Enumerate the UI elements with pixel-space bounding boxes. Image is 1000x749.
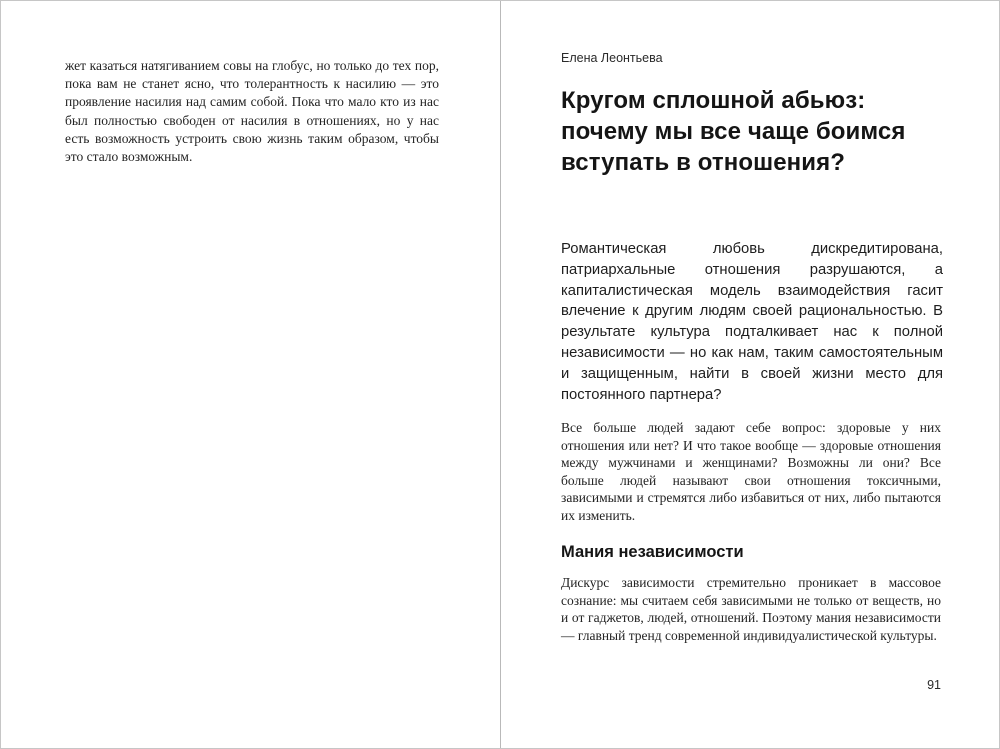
left-page [1,1,500,748]
page-number: 91 [927,678,941,692]
left-page-paragraph: жет казаться натягиванием совы на глобус, но только до тех пор, пока вам не станет ясно, что толерантность к насилию — это проявление насилия над самим собой. Пока что мало кто из нас был полностью свободен от насилия в отношениях, но у нас есть возможность устроить свою жизнь таким образом, чтобы это стало возможным. [65,58,439,165]
body-paragraph: Все больше людей задают себе вопрос: здоровые у них отношения или нет? И что такое вообще — здоровые отношения между мужчинами и женщинами? Возможны ли они? Все больше людей называют свои отношения токсичными, зависимыми и стремятся либо избавиться от них, либо пытаются их изменить. [561,420,941,523]
section-heading: Мания независимости [561,543,744,561]
author-name: Елена Леонтьева [561,51,663,65]
lead-paragraph: Романтическая любовь дискредитирована, патриархальные отношения разрушаются, а капиталистическая модель взаимодействия гасит влечение к другим людям своей рациональностью. В результате культура подталкивает нас к полной независимости — но как нам, таким самостоятельным и защищенным, найти в своей жизни место для постоянного партнера? [561,241,943,403]
chapter-title: Кругом сплошной абьюз: почему мы все чаще боимся вступать в отношения? [561,87,906,176]
section-body-paragraph: Дискурс зависимости стремительно проникает в массовое сознание: мы считаем себя зависимыми не только от веществ, но и от гаджетов, людей, отношений. Поэтому мания независимости — главный тренд современной индивидуалистической культуры. [561,575,941,643]
right-page [501,1,1000,748]
